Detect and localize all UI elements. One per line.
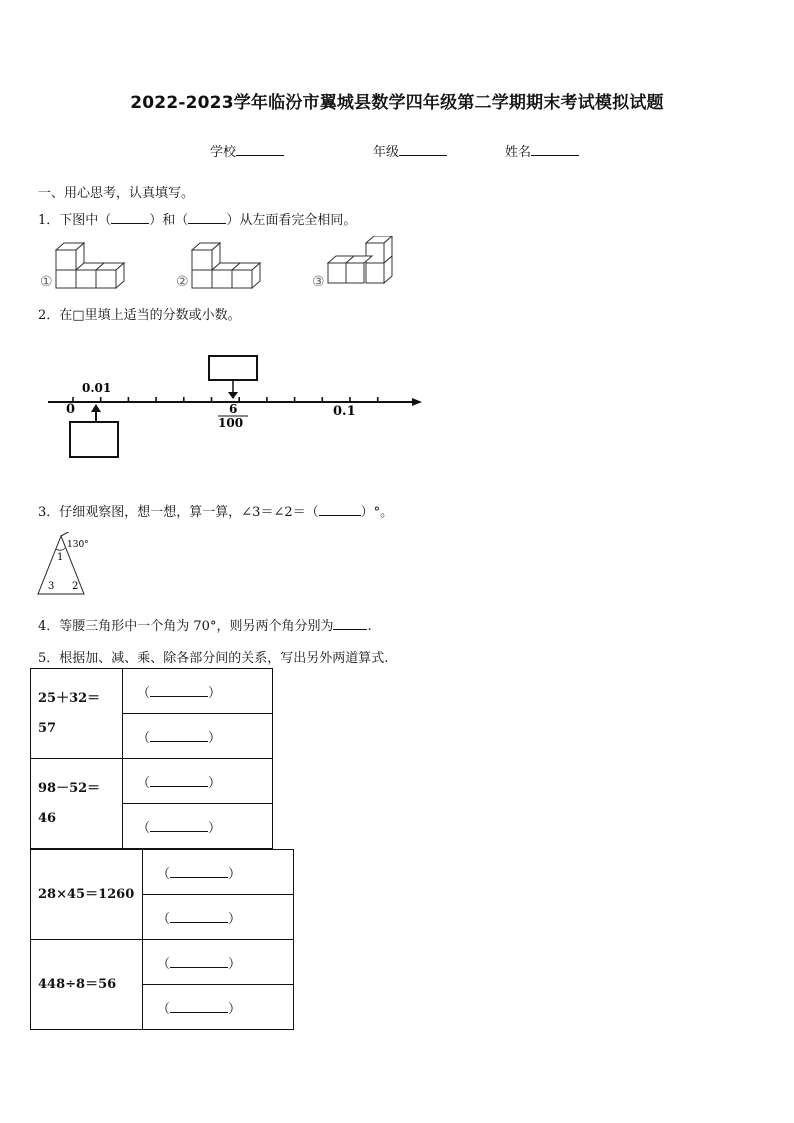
equation-cell	[31, 759, 123, 849]
q1-text-a: 下图中（	[59, 213, 112, 228]
q1-blank-1[interactable]	[111, 213, 149, 224]
question-1	[38, 209, 356, 228]
grade-blank[interactable]	[399, 143, 447, 156]
question-5	[38, 647, 388, 666]
grade-field	[373, 141, 447, 160]
tick-label-01: 0.1	[333, 404, 356, 419]
equation-1-line1: 25＋32＝	[38, 690, 101, 706]
number-line-arrow	[412, 398, 422, 406]
q1-cube-figures	[36, 236, 406, 294]
arrow-top-head	[228, 392, 238, 399]
tick-label-frac-den: 100	[218, 416, 244, 430]
question-3	[38, 501, 393, 520]
q3-blank[interactable]	[319, 505, 361, 516]
answer-cell[interactable]: （ ）	[143, 940, 294, 985]
q5-table-b	[30, 849, 294, 1030]
grade-label: 年级	[373, 145, 400, 160]
equation-cell: 28×45＝1260	[31, 850, 143, 940]
cube-figure-2	[192, 243, 260, 288]
q2-number-line	[40, 350, 430, 465]
angle-label-1: 1	[57, 552, 64, 563]
school-blank[interactable]	[236, 143, 284, 156]
q3-number: 3．	[38, 505, 60, 520]
equation-cell	[31, 669, 123, 759]
answer-box-top[interactable]	[209, 356, 257, 380]
arrow-bottom-head	[91, 404, 101, 412]
q4-text-end: .	[367, 619, 372, 634]
figure-label-1: ①	[40, 274, 53, 290]
q3-triangle	[34, 532, 104, 597]
page-title: 2022-2023学年临汾市翼城县数学四年级第二学期期末考试模拟试题	[130, 93, 664, 113]
tick-label-frac-num: 6	[229, 402, 238, 416]
cube-figure-1	[56, 243, 124, 288]
question-4	[38, 615, 372, 634]
answer-cell[interactable]: （ ）	[143, 985, 294, 1030]
cube-figure-3	[328, 236, 392, 283]
q4-number: 4．	[38, 619, 60, 634]
answer-cell[interactable]: （ ）	[123, 714, 273, 759]
answer-box-bottom[interactable]	[70, 422, 118, 457]
answer-cell[interactable]: （ ）	[123, 669, 273, 714]
equation-cell: 448÷8＝56	[31, 940, 143, 1030]
equation-1-line2: 57	[38, 720, 57, 736]
answer-cell[interactable]: （ ）	[143, 850, 294, 895]
q5-text: 根据加、减、乘、除各部分间的关系，写出另外两道算式.	[59, 651, 389, 666]
q1-blank-2[interactable]	[188, 213, 226, 224]
figure-label-2: ②	[176, 274, 189, 290]
name-label: 姓名	[505, 145, 532, 160]
answer-cell[interactable]: （ ）	[123, 759, 273, 804]
q1-text-b: ）和（	[149, 213, 189, 228]
name-field	[505, 141, 579, 160]
q1-text-c: ）从左面看完全相同。	[226, 213, 357, 228]
q3-text-b: ）°。	[360, 505, 394, 520]
answer-cell[interactable]: （ ）	[143, 895, 294, 940]
q5-table-a	[30, 668, 273, 849]
tick-label-0: 0	[66, 402, 76, 417]
q4-text: 等腰三角形中一个角为 70°，则另两个角分别为	[59, 619, 334, 634]
angle-label-130: 130°	[67, 540, 89, 550]
angle-label-2: 2	[72, 581, 79, 592]
school-field	[210, 141, 284, 160]
q1-number: 1．	[38, 213, 60, 228]
q3-text-a: 仔细观察图，想一想，算一算，∠3＝∠2＝（	[59, 505, 319, 520]
name-blank[interactable]	[531, 143, 579, 156]
question-2	[38, 304, 241, 323]
school-label: 学校	[210, 145, 237, 160]
equation-2-line1: 98－52＝	[38, 780, 101, 796]
answer-cell[interactable]: （ ）	[123, 804, 273, 849]
figure-label-3: ③	[312, 274, 325, 290]
q4-blank[interactable]	[333, 619, 367, 630]
angle-label-3: 3	[48, 581, 55, 592]
q2-number: 2．	[38, 308, 60, 323]
tick-label-001: 0.01	[82, 381, 112, 395]
q5-number: 5．	[38, 651, 60, 666]
section-heading: 一、用心思考，认真填写。	[38, 186, 195, 201]
equation-2-line2: 46	[38, 810, 57, 826]
q2-text: 在□里填上适当的分数或小数。	[59, 308, 241, 323]
